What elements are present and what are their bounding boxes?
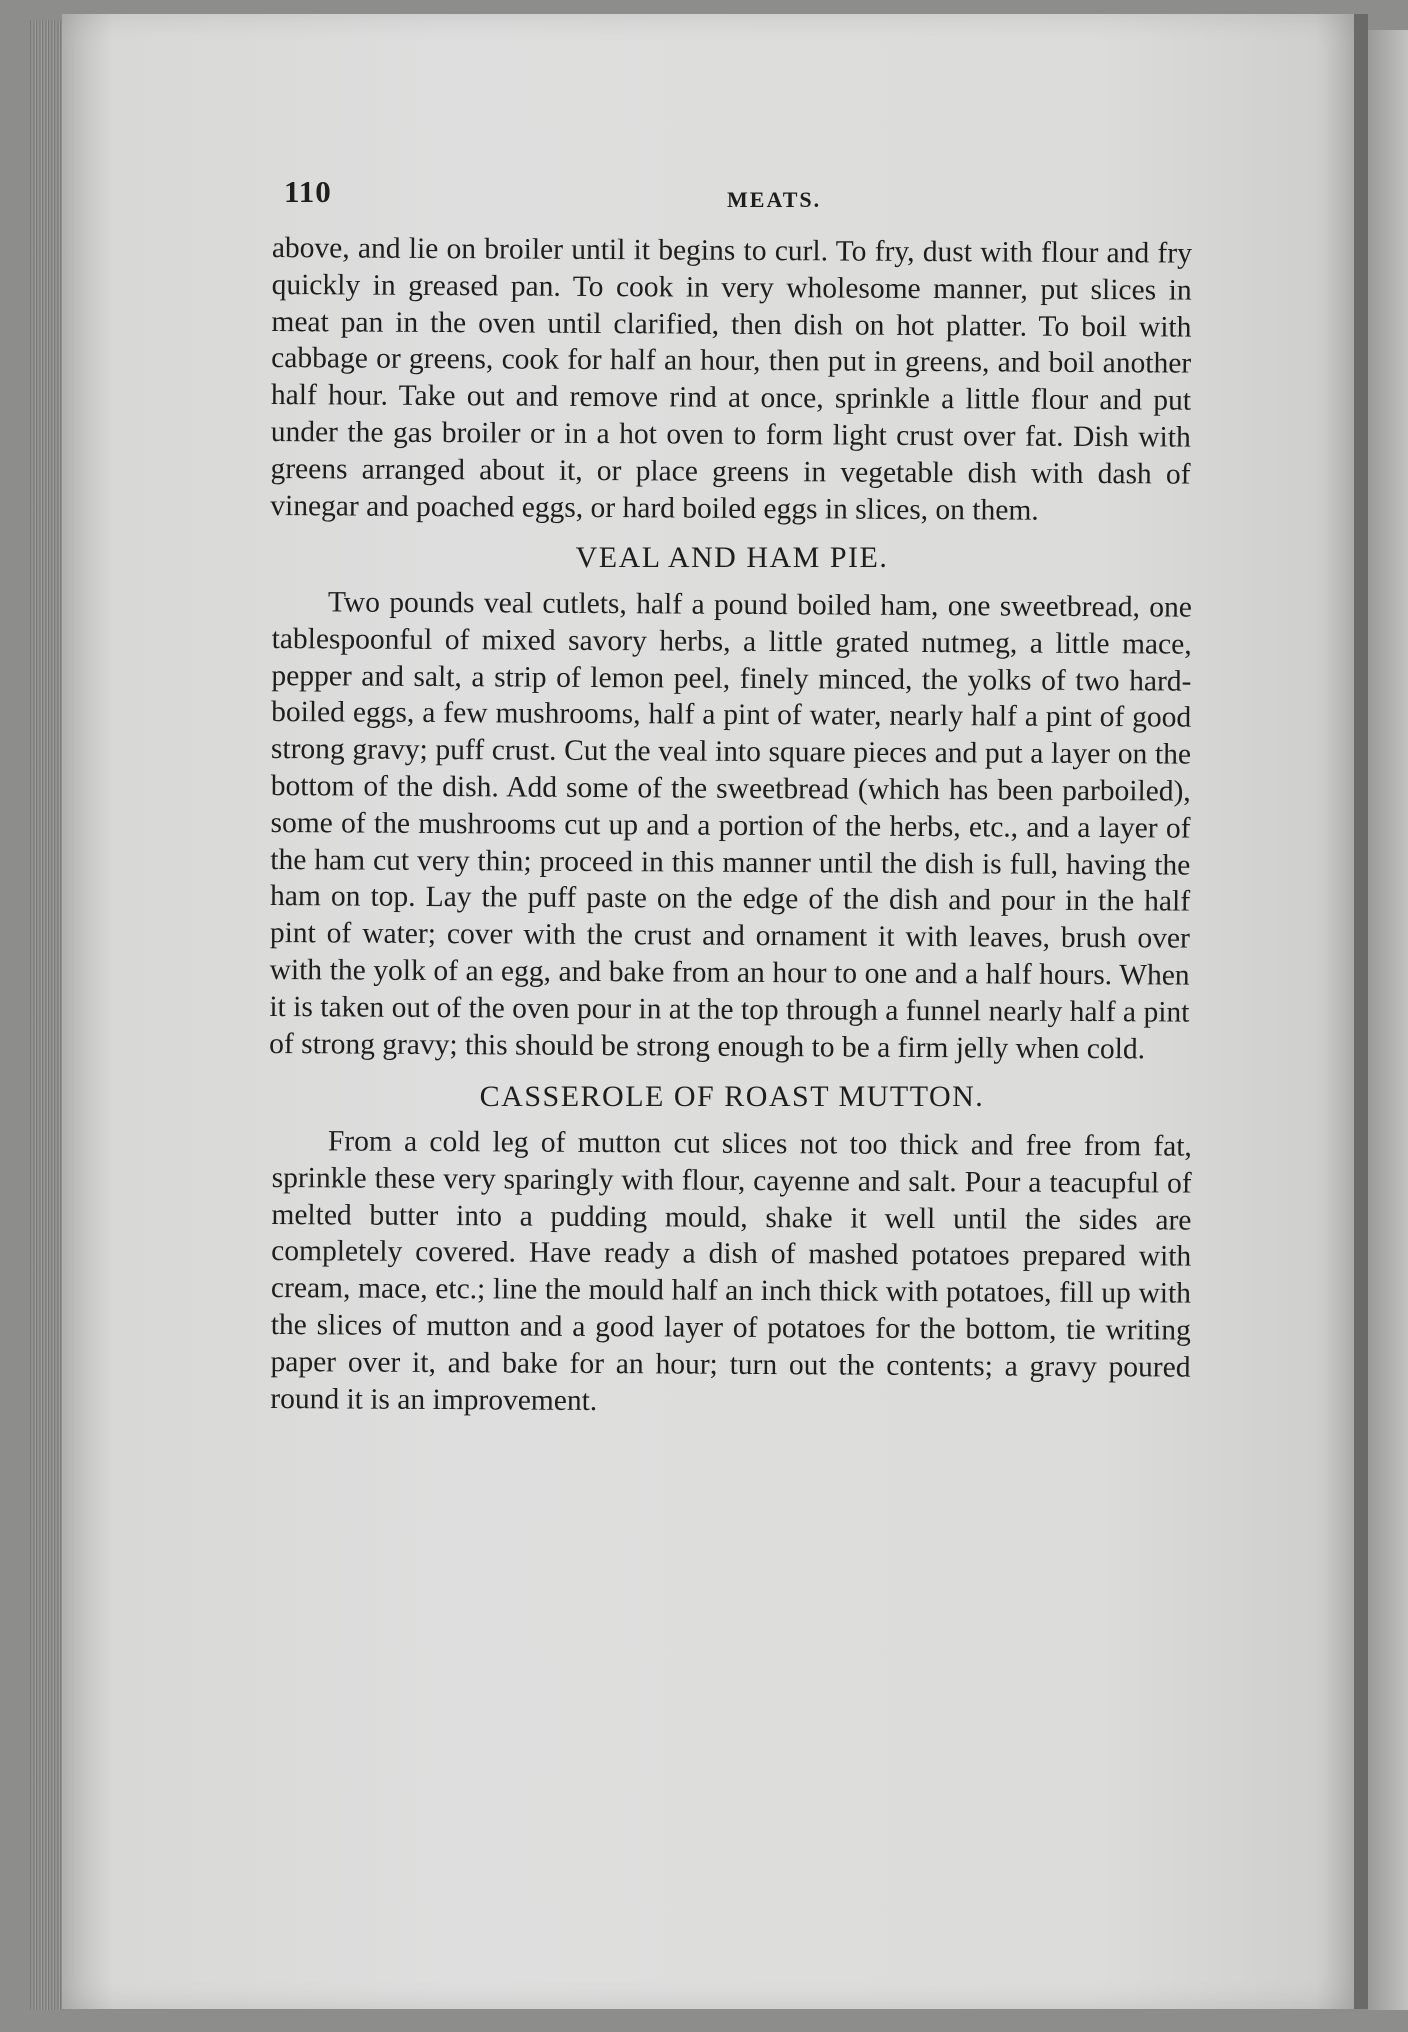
recipe-title-veal-ham-pie: VEAL AND HAM PIE.	[575, 541, 889, 575]
recipe-text-casserole-roast-mutton: From a cold leg of mutton cut slices not too thick and free from fat, sprinkle these very sparingly with flour, cayenne and salt. Pour a teacupful of melted butter into a pudding mould, shake it well until the sides are completely covered. Have ready a dish of mashed potatoes prepared with cream, mace, etc.; line the mould half an inch thick with potatoes, fill up with the slices of mutton and a good layer of potatoes for the bottom, tie writing paper over it, and bake for an hour; turn out the contents; a gravy poured round it is an improvement.	[270, 1125, 1192, 1417]
page-number: 110	[284, 174, 332, 209]
recipe-text-veal-ham-pie: Two pounds veal cutlets, half a pound boiled ham, one sweetbread, one tablespoonful of mixed savory herbs, a little grated nutmeg, a little mace, pepper and salt, a strip of lemon peel, finely minced, the yolks of two hard-boiled eggs, a few mushrooms, half a pint of water, nearly half a pint of good strong gravy; puff crust. Cut the veal into square pieces and put a layer on the bottom of the dish. Add some of the sweetbread (which has been parboiled), some of the mushrooms cut up and a portion of the herbs, etc., and a layer of the ham cut very thin; proceed in this manner until the dish is full, having the ham on top. Lay the puff paste on the edge of the dish and pour in the half pint of water; cover with the crust and ornament it with leaves, brush over with the yolk of an egg, and bake from an hour to one and a half hours. When it is taken out of the oven pour in at the top through a funnel nearly half a pint of strong gravy; this should be strong enough to be a firm jelly when cold.	[269, 586, 1192, 1066]
page-content	[269, 170, 1192, 1417]
page-header	[272, 170, 1192, 230]
binding-gutter	[1354, 14, 1368, 2009]
continued-paragraph: above, and lie on broiler until it begins to curl. To fry, dust with flour and fry quickly in greased pan. To cook in very wholesome manner, put slices in meat pan in the oven until clarified, then dish on hot platter. To boil with cabbage or greens, cook for half an hour, then put in greens, and boil another half hour. Take out and remove rind at once, sprinkle a little flour and put under the gas broiler or in a hot oven to form light crust over fat. Dish with greens arranged about it, or place greens in vegetable dish with dash of vinegar and poached eggs, or hard boiled eggs in slices, on them.	[270, 231, 1192, 527]
recipe-title-casserole-roast-mutton: CASSEROLE OF ROAST MUTTON.	[479, 1079, 985, 1113]
facing-page-edge	[1368, 30, 1408, 2010]
running-head: MEATS.	[727, 187, 822, 212]
